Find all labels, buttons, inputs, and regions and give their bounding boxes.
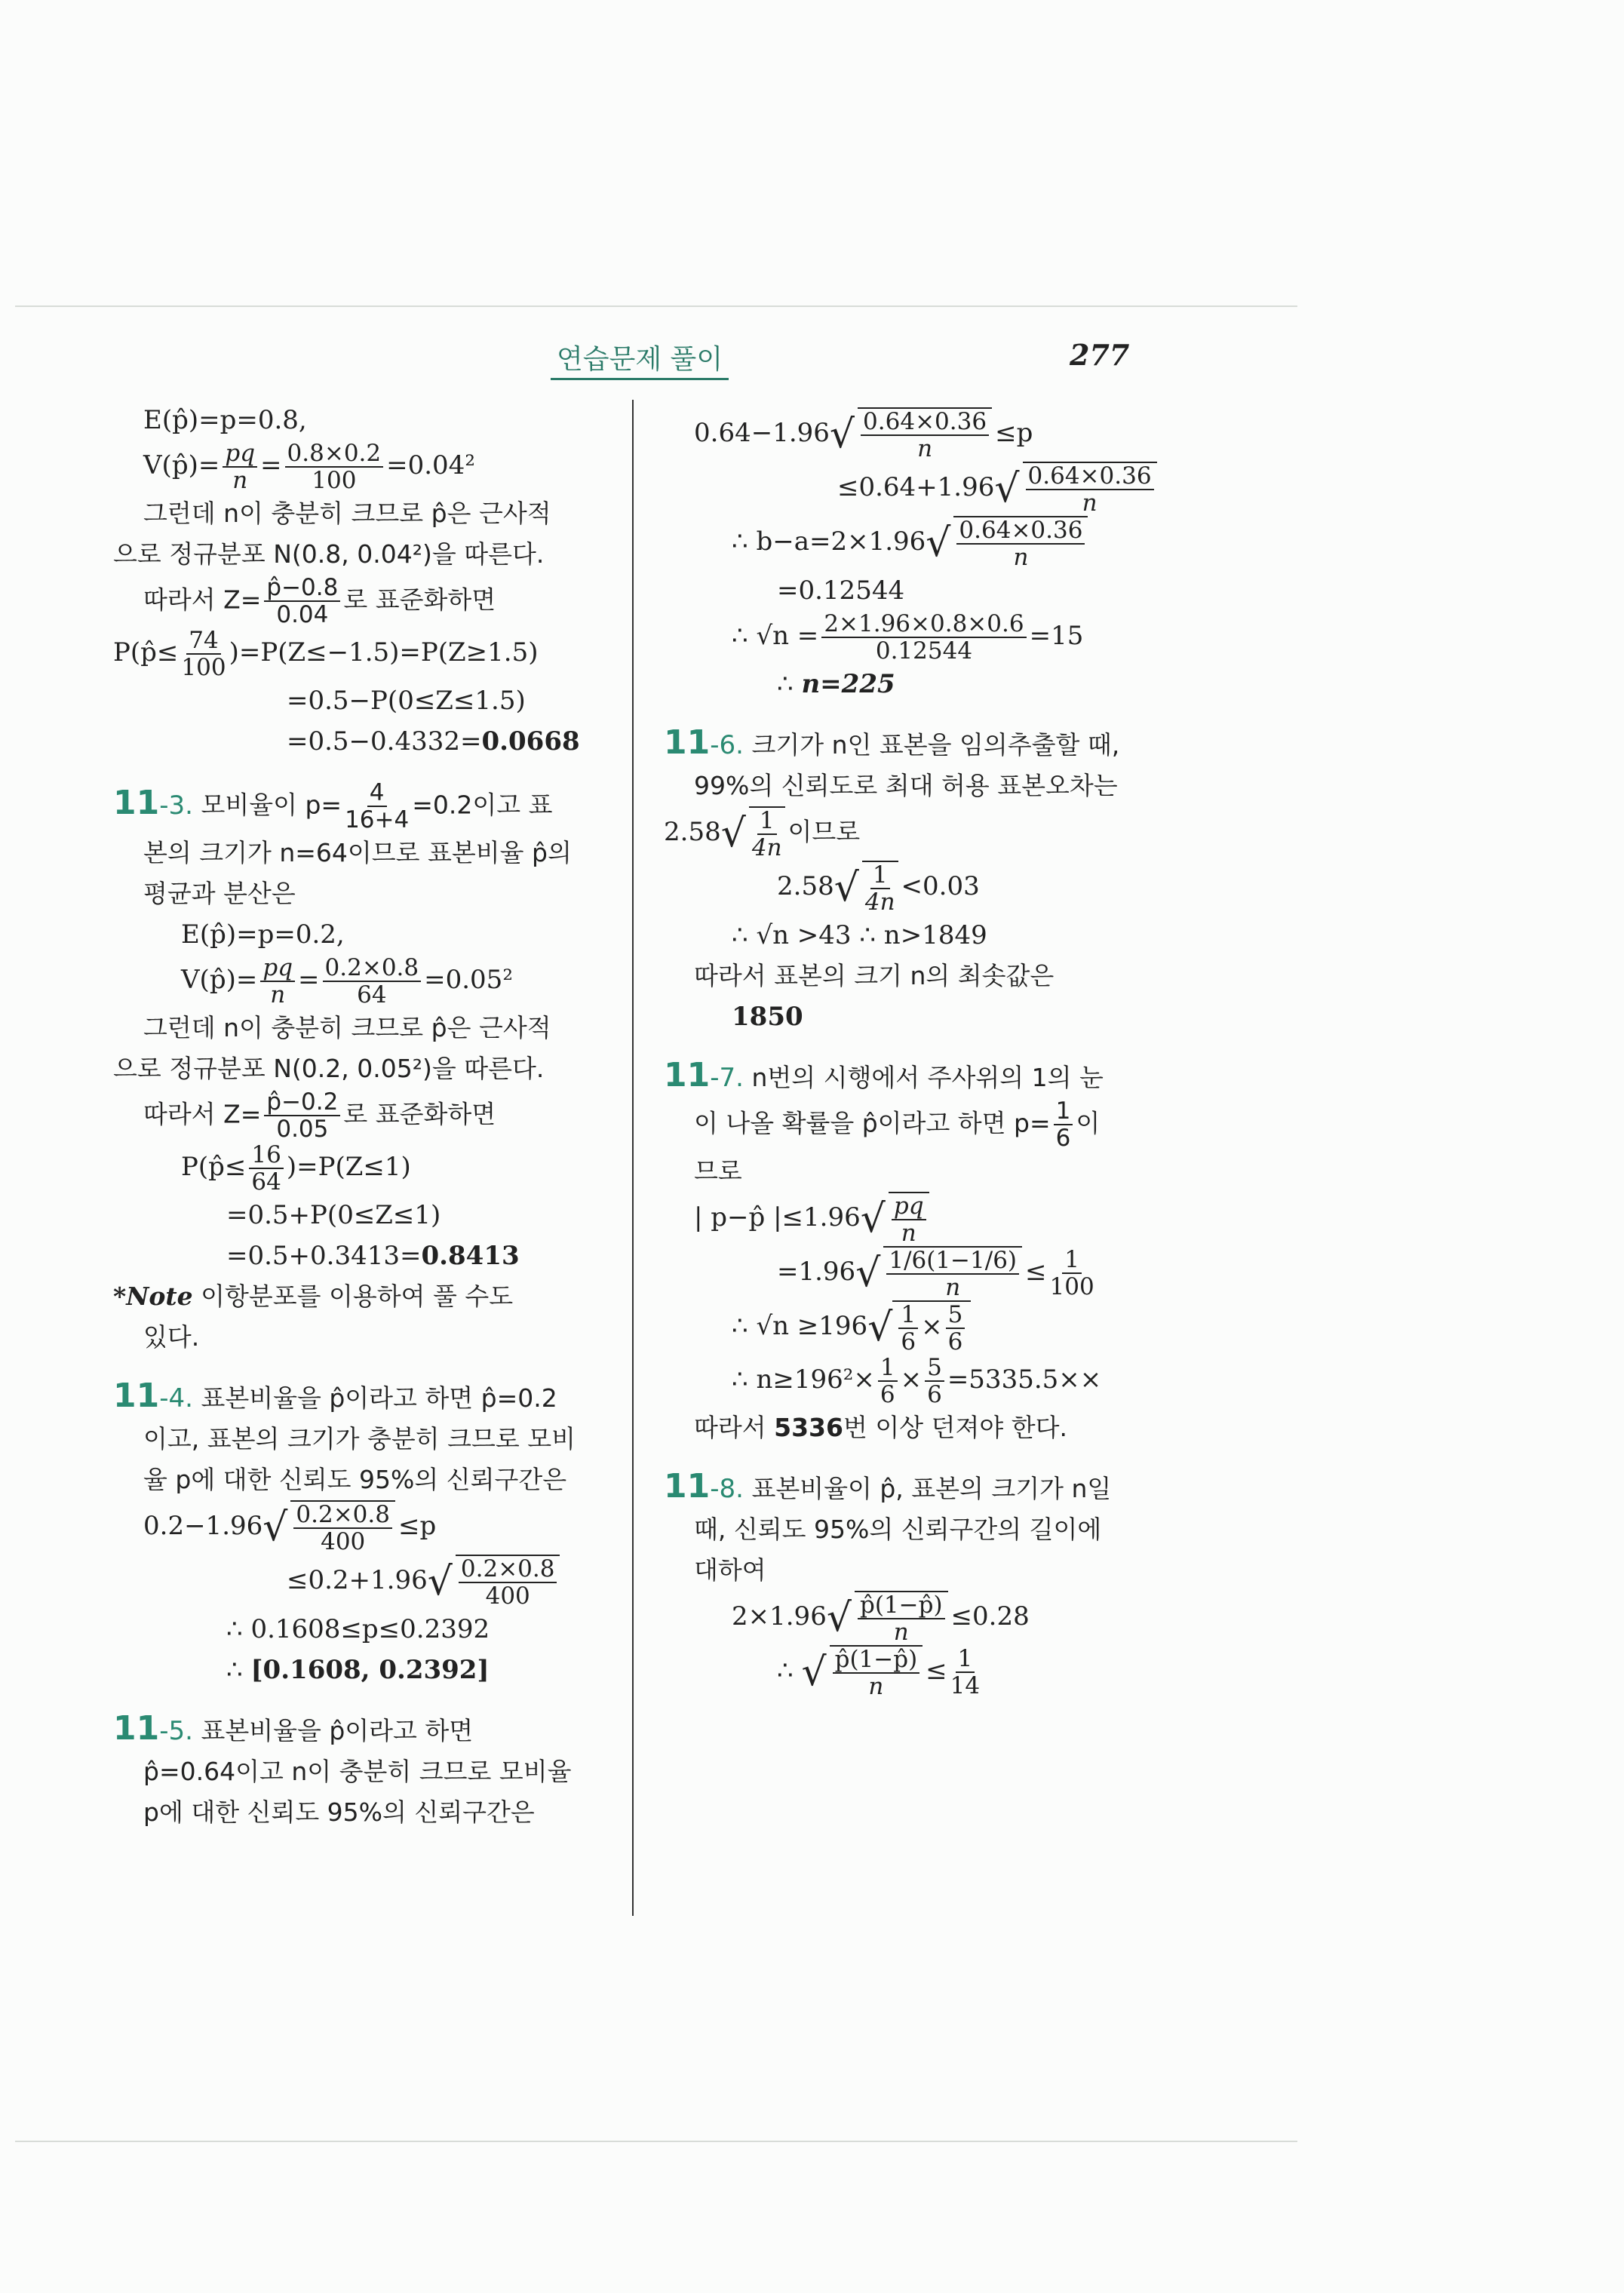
text-line: 그런데 n이 충분히 크므로 p̂은 근사적 [143, 499, 551, 528]
problem-11-4: 11-4. 표본비율을 p̂이라고 하면 p̂=0.2 [113, 1377, 557, 1415]
fraction: $\frac{74}{100}$ [181, 627, 226, 681]
fraction: $\frac{2\times 1.96\times 0.8\times 0.6}{0.12544}$ [821, 611, 1026, 664]
top-rule [15, 305, 1297, 307]
math-line: =1.96 √ $\frac{1/6(1-1/6)}{n}$ ≤ $\frac{1}{100}$ [777, 1246, 1094, 1301]
fraction: $\frac{p̂-0.2}{0.05}$ [264, 1089, 340, 1142]
math-line: P(p̂≤ $\frac{16}{64}$ )=P(Z≤1) [181, 1141, 411, 1196]
math-line: ∴ [0.1608, 0.2392] [226, 1655, 490, 1685]
fraction: $\frac{1}{6}$ [1054, 1098, 1073, 1151]
square-root: √ $\frac{p̂(1-p̂)}{n}$ [801, 1645, 926, 1699]
answer: 1850 [732, 1002, 803, 1032]
text-line: 므로 [694, 1156, 742, 1186]
problem-11-7: 11-7. n번의 시행에서 주사위의 1의 눈 [664, 1056, 1104, 1094]
page-header-title: 연습문제 풀이 [551, 338, 729, 380]
math-line: =0.5+P(0≤Z≤1) [226, 1200, 441, 1230]
text-line: 그런데 n이 충분히 크므로 p̂은 근사적 [143, 1013, 551, 1042]
math-line: =0.12544 [777, 576, 905, 606]
math-line: 0.2−1.96 √ $\frac{0.2\times 0.8}{400}$ ≤p [143, 1501, 437, 1555]
problem-11-3: 11-3. 모비율이 p= $\frac{4}{16+4}$ =0.2이고 표 [113, 779, 553, 833]
problem-number: 11-8. [664, 1467, 744, 1506]
square-root: √ $\frac{pq}{n}$ [861, 1192, 932, 1246]
math-line: ∴ b−a=2×1.96 √ $\frac{0.64\times 0.36}{n}$ [664, 516, 1222, 570]
math-line: ∴ 0.1608≤p≤0.2392 [226, 1614, 490, 1644]
text-line: 따라서 표본의 크기 n의 최솟값은 [694, 961, 1055, 990]
math-line: | p−p̂ |≤1.96 √ $\frac{pq}{n}$ [664, 1192, 1222, 1246]
math-line: E(p̂)=p=0.8, [143, 405, 307, 435]
bottom-rule [15, 2141, 1297, 2142]
square-root: √ $\frac{0.64\times 0.36}{n}$ [994, 462, 1159, 516]
problem-11-5: 11-5. 표본비율을 p̂이라고 하면 [113, 1709, 474, 1748]
text-line: p에 대한 신뢰도 95%의 신뢰구간은 [143, 1797, 535, 1827]
answer: n=225 [801, 669, 895, 699]
square-root: √ $\frac{1}{4n}$ [721, 806, 788, 861]
text-line: 따라서 5336번 이상 던져야 한다. [694, 1413, 1067, 1442]
math-line: E(p̂)=p=0.2, [181, 919, 345, 950]
math-line: ∴ n=225 [777, 669, 895, 699]
square-root: √ $\frac{0.2\times 0.8}{400}$ [428, 1555, 563, 1609]
math-line: 2.58 √ $\frac{1}{4n}$ 이므로 [664, 807, 861, 861]
text-line: 이고, 표본의 크기가 충분히 크므로 모비 [143, 1424, 576, 1453]
text-line: 본의 크기가 n=64이므로 표본비율 p̂의 [143, 838, 572, 867]
fraction: $\frac{4}{16+4}$ [345, 779, 410, 833]
text-line: p̂=0.64이고 n이 충분히 크므로 모비율 [143, 1757, 572, 1786]
problem-11-6: 11-6. 크기가 n인 표본을 임의추출할 때, [664, 723, 1120, 762]
math-line: ∴ √n = $\frac{2\times 1.96\times 0.8\times 0.6}{0.12544}$ =15 [732, 610, 1084, 665]
note-line: *Note 이항분포를 이용하여 풀 수도 [113, 1282, 514, 1311]
fraction: $\frac{1}{100}$ [1049, 1246, 1094, 1300]
math-line: ∴ √ $\frac{p̂(1-p̂)}{n}$ ≤ $\frac{1}{14}$ [777, 1645, 981, 1700]
fraction: $\frac{1}{14}$ [950, 1645, 981, 1699]
column-divider [632, 400, 634, 1916]
fraction: $\frac{0.8\times 0.2}{100}$ [285, 440, 384, 493]
math-line: 2×1.96 √ $\frac{p̂(1-p̂)}{n}$ ≤0.28 [732, 1592, 1030, 1646]
square-root: √ $\frac{0.2\times 0.8}{400}$ [262, 1500, 398, 1555]
text-line: 평균과 분산은 [143, 879, 296, 908]
fraction: $\frac{0.2\times 0.8}{64}$ [323, 955, 422, 1008]
fraction: $\frac{pq}{n}$ [223, 440, 257, 493]
answer: 0.0668 [481, 726, 580, 757]
math-line: V(p̂)= $\frac{pq}{n}$ = $\frac{0.8\times 0.2}{100}$ =0.04² [143, 440, 475, 494]
problem-number: 11-5. [113, 1709, 193, 1748]
text-line: 99%의 신뢰도로 최대 허용 표본오차는 [694, 771, 1118, 800]
answer: 0.8413 [421, 1241, 520, 1271]
fraction: $\frac{p̂-0.8}{0.04}$ [264, 575, 340, 628]
text-line: 으로 정규분포 N(0.8, 0.04²)을 따른다. [113, 539, 545, 569]
math-line: ∴ n≥196²× $\frac{1}{6}$ × $\frac{5}{6}$ =5335.5×× [732, 1354, 1102, 1408]
problem-number: 11-6. [664, 723, 744, 762]
text-line: 때, 신뢰도 95%의 신뢰구간의 길이에 [694, 1515, 1102, 1544]
answer: [0.1608, 0.2392] [250, 1655, 490, 1685]
square-root: √ $\frac{0.64\times 0.36}{n}$ [830, 407, 995, 462]
math-line: 0.64−1.96 √ $\frac{0.64\times 0.36}{n}$ ≤p [694, 408, 1033, 462]
math-line: =0.5−0.4332=0.0668 [287, 726, 580, 757]
answer: 5336 [774, 1413, 843, 1442]
math-line: V(p̂)= $\frac{pq}{n}$ = $\frac{0.2\times 0.8}{64}$ =0.05² [181, 954, 513, 1008]
problem-number: 11-7. [664, 1056, 744, 1094]
text-line: 따라서 Z= $\frac{p̂-0.8}{0.04}$ 로 표준화하면 [143, 574, 496, 628]
problem-11-8: 11-8. 표본비율이 p̂, 표본의 크기가 n일 [664, 1467, 1112, 1506]
square-root: √ $\frac{1/6(1-1/6)}{n}$ [855, 1246, 1025, 1300]
text-line: 으로 정규분포 N(0.2, 0.05²)을 따른다. [113, 1054, 545, 1083]
text-line: 이 나올 확률을 p̂이라고 하면 p= $\frac{1}{6}$ 이 [694, 1097, 1101, 1152]
math-line: ∴ √n ≥196 √ $\frac{1}{6}$ × $\frac{5}{6}$ [664, 1300, 1222, 1355]
fraction: $\frac{16}{64}$ [249, 1142, 283, 1195]
page-number: 277 [1070, 338, 1130, 372]
square-root: √ $\frac{1}{6}$ × $\frac{5}{6}$ [867, 1300, 971, 1355]
note-line: 있다. [143, 1322, 200, 1352]
math-line: ≤0.64+1.96 √ $\frac{0.64\times 0.36}{n}$ [664, 462, 1222, 516]
problem-number: 11-4. [113, 1377, 193, 1415]
problem-number: 11-3. [113, 783, 193, 822]
right-column [664, 407, 1222, 1699]
text-line: 대하여 [694, 1555, 766, 1585]
left-column [113, 400, 611, 1833]
square-root: √ $\frac{1}{4n}$ [834, 861, 901, 915]
fraction: $\frac{pq}{n}$ [260, 955, 295, 1008]
math-line: =0.5−P(0≤Z≤1.5) [287, 686, 526, 716]
square-root: √ $\frac{0.64\times 0.36}{n}$ [926, 516, 1091, 570]
math-line: ∴ √n >43 ∴ n>1849 [732, 920, 987, 950]
text-line: 율 p에 대한 신뢰도 95%의 신뢰구간은 [143, 1465, 567, 1494]
math-line: ≤0.2+1.96 √ $\frac{0.2\times 0.8}{400}$ [113, 1555, 611, 1609]
square-root: √ $\frac{p̂(1-p̂)}{n}$ [827, 1591, 951, 1645]
math-line: P(p̂≤ $\frac{74}{100}$ )=P(Z≤−1.5)=P(Z≥1.5) [113, 627, 539, 681]
math-line: =0.5+0.3413=0.8413 [226, 1241, 520, 1271]
math-line: 2.58 √ $\frac{1}{4n}$ <0.03 [777, 861, 980, 916]
text-line: 따라서 Z= $\frac{p̂-0.2}{0.05}$ 로 표준화하면 [143, 1088, 496, 1143]
